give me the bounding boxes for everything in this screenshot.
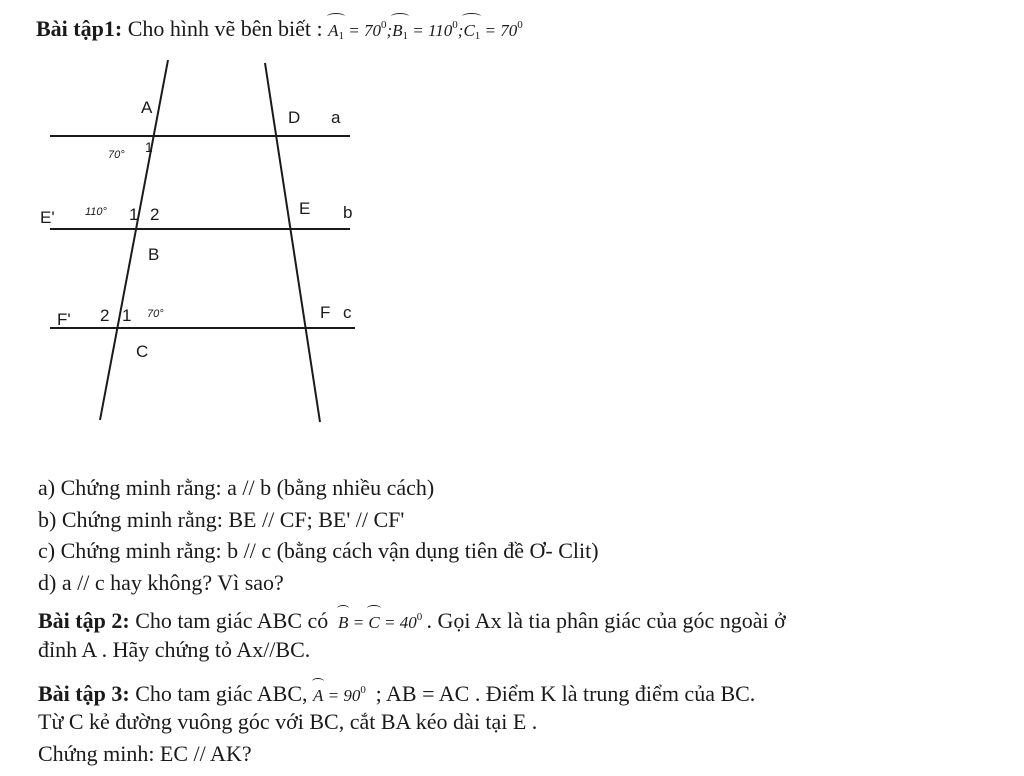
label-point-a: A [141,98,153,117]
label-point-f: F [320,303,331,322]
ex3-angle-a: A [313,683,323,709]
ex2-formula: $B = C = 40^0$ [334,613,427,632]
ex1-header [36,12,523,49]
angle-a1: $A_1$ [328,18,344,49]
question-c: c) Chứng minh rằng: b // c (bằng cách vận dụng tiên đề Ơ- Clit) [38,538,599,563]
ex2-text-before: Cho tam giác ABC có [135,608,329,633]
label-point-b: B [148,245,160,264]
ex2-line2: đỉnh A . Hãy chứng tỏ Ax//BC. [38,637,311,662]
question-b: b) Chứng minh rằng: BE // CF; BE' // CF' [38,507,405,532]
geometry-figure [30,55,370,435]
angle-c1: $C_1$ [463,18,480,49]
ex2-angle-c: C [368,610,379,636]
angle-num-b1: 1 [129,205,139,224]
left-transversal [100,60,168,420]
label-line-c: c [343,303,352,322]
label-point-e-prime: E' [40,208,55,227]
angle-num-b2: 2 [150,205,160,224]
ex3-text-after: ; AB = AC . Điểm K là trung điểm của BC. [375,681,756,706]
ex2-text-after: . Gọi Ax là tia phân giác của góc ngoài ở [426,608,786,633]
angle-value-b: 110° [85,206,107,218]
ex3-line2: Từ C kẻ đường vuông góc với BC, cắt BA kéo dài tại E . [38,709,538,734]
question-a: a) Chứng minh rằng: a // b (bằng nhiều cách) [38,475,435,500]
label-point-e: E [299,199,311,218]
ex3-text-before: Cho tam giác ABC, [135,681,308,706]
ex3-formula: $A = 90^0$ [313,686,370,705]
question-d: d) a // c hay không? Vì sao? [38,570,284,595]
angle-num-c2: 2 [100,306,110,325]
ex1-label: Bài tập1: [36,16,123,41]
angle-num-a1: 1 [145,139,153,155]
ex3-label: Bài tập 3: [38,681,130,706]
angle-value-a: 70° [108,149,125,161]
ex2-label: Bài tập 2: [38,608,130,633]
angle-value-c: 70° [147,308,164,320]
angle-b1: $B_1$ [392,18,408,49]
ex1-text: Cho hình vẽ bên biết : [127,16,323,41]
ex2-line1 [38,604,786,636]
ex2-angle-b: B [338,610,348,636]
label-line-b: b [343,203,353,222]
label-point-f-prime: F' [57,310,71,329]
ex3-line1 [38,677,755,709]
label-point-c: C [136,342,149,361]
label-line-a: a [331,108,341,127]
angle-num-c1: 1 [122,306,132,325]
given-angles: $A_1$ = $70^0;B_1$ = $110^0;C_1 = 70^0$ [328,21,523,40]
label-point-d: D [288,108,301,127]
ex3-line3: Chứng minh: EC // AK? [38,741,252,766]
